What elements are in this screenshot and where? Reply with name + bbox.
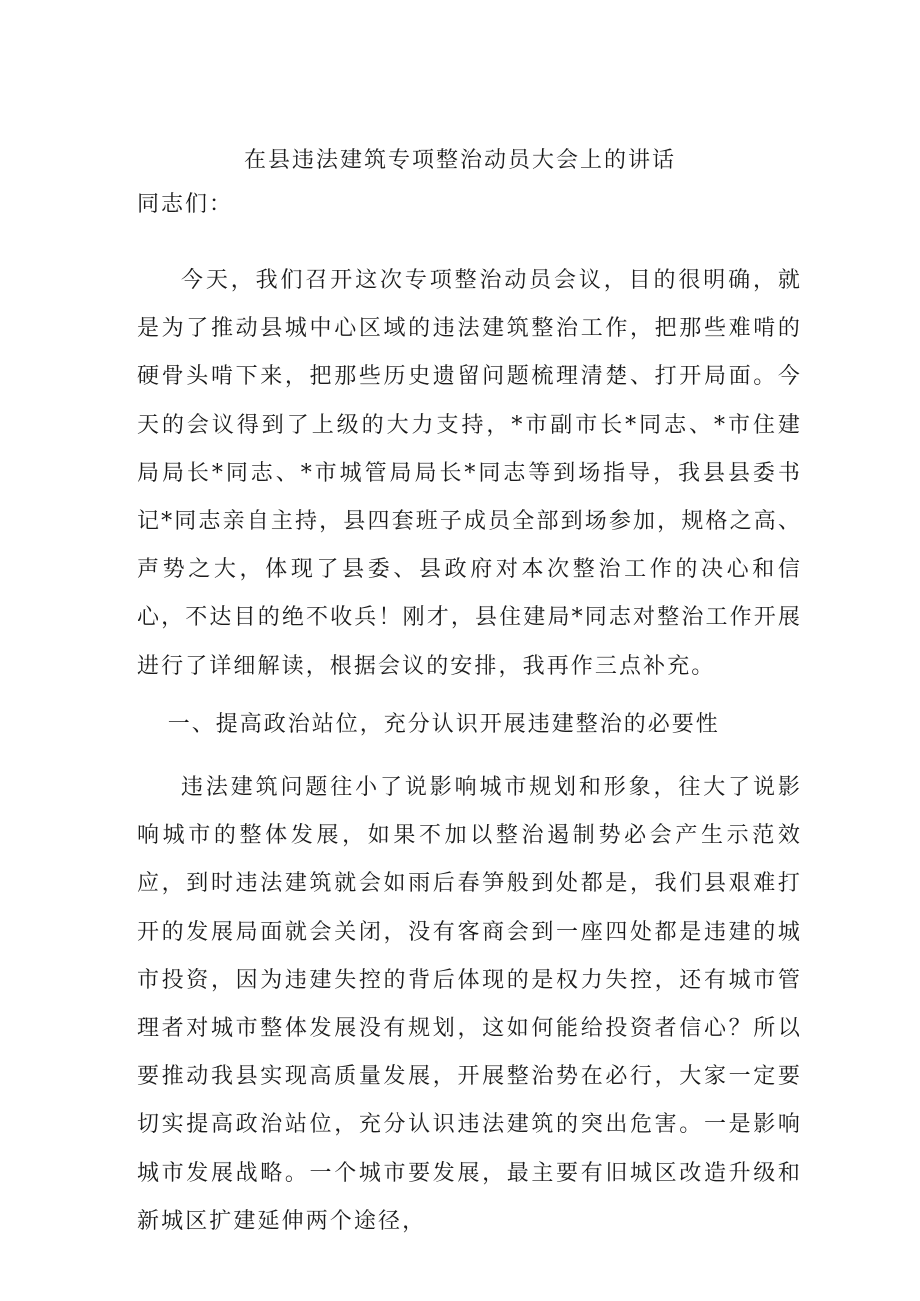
document-title: 在县违法建筑专项整治动员大会上的讲话 — [243, 148, 676, 173]
intro-paragraph: 今天，我们召开这次专项整治动员会议，目的很明确，就是为了推动县城中心区域的违法建筑整治工作，把那些难啃的硬骨头啃下来，把那些历史遗留问题梳理清楚、打开局面。今天的会议得到了上级的大力支持，*市副市长*同志、*市住建局局长*同志、*市城管局局长*同志等到场指导，我县县委书记*同志亲自主持，县四套班子成员全部到场参加，规格之高、声势之大，体现了县委、县政府对本次整治工作的决心和信心，不达目的绝不收兵！刚才，县住建局*同志对整治工作开展进行了详细解读，根据会议的安排，我再作三点补充。 — [137, 268, 802, 679]
salutation: 同志们： — [137, 192, 234, 217]
section-heading-1: 一、提高政治站位，充分认识开展违建整治的必要性 — [167, 712, 720, 737]
section-1-paragraph: 违法建筑问题往小了说影响城市规划和形象，往大了说影响城市的整体发展，如果不加以整治遏制势必会产生示范效应，到时违法建筑就会如雨后春笋般到处都是，我们县艰难打开的发展局面就会关闭，没有客商会到一座四处都是违建的城市投资，因为违建失控的背后体现的是权力失控，还有城市管理者对城市整体发展没有规划，这如何能给投资者信心？所以要推动我县实现高质量发展，开展整治势在必行，大家一定要切实提高政治站位，充分认识违法建筑的突出危害。一是影响城市发展战略。一个城市要发展，最主要有旧城区改造升级和新城区扩建延伸两个途径， — [137, 775, 802, 1234]
